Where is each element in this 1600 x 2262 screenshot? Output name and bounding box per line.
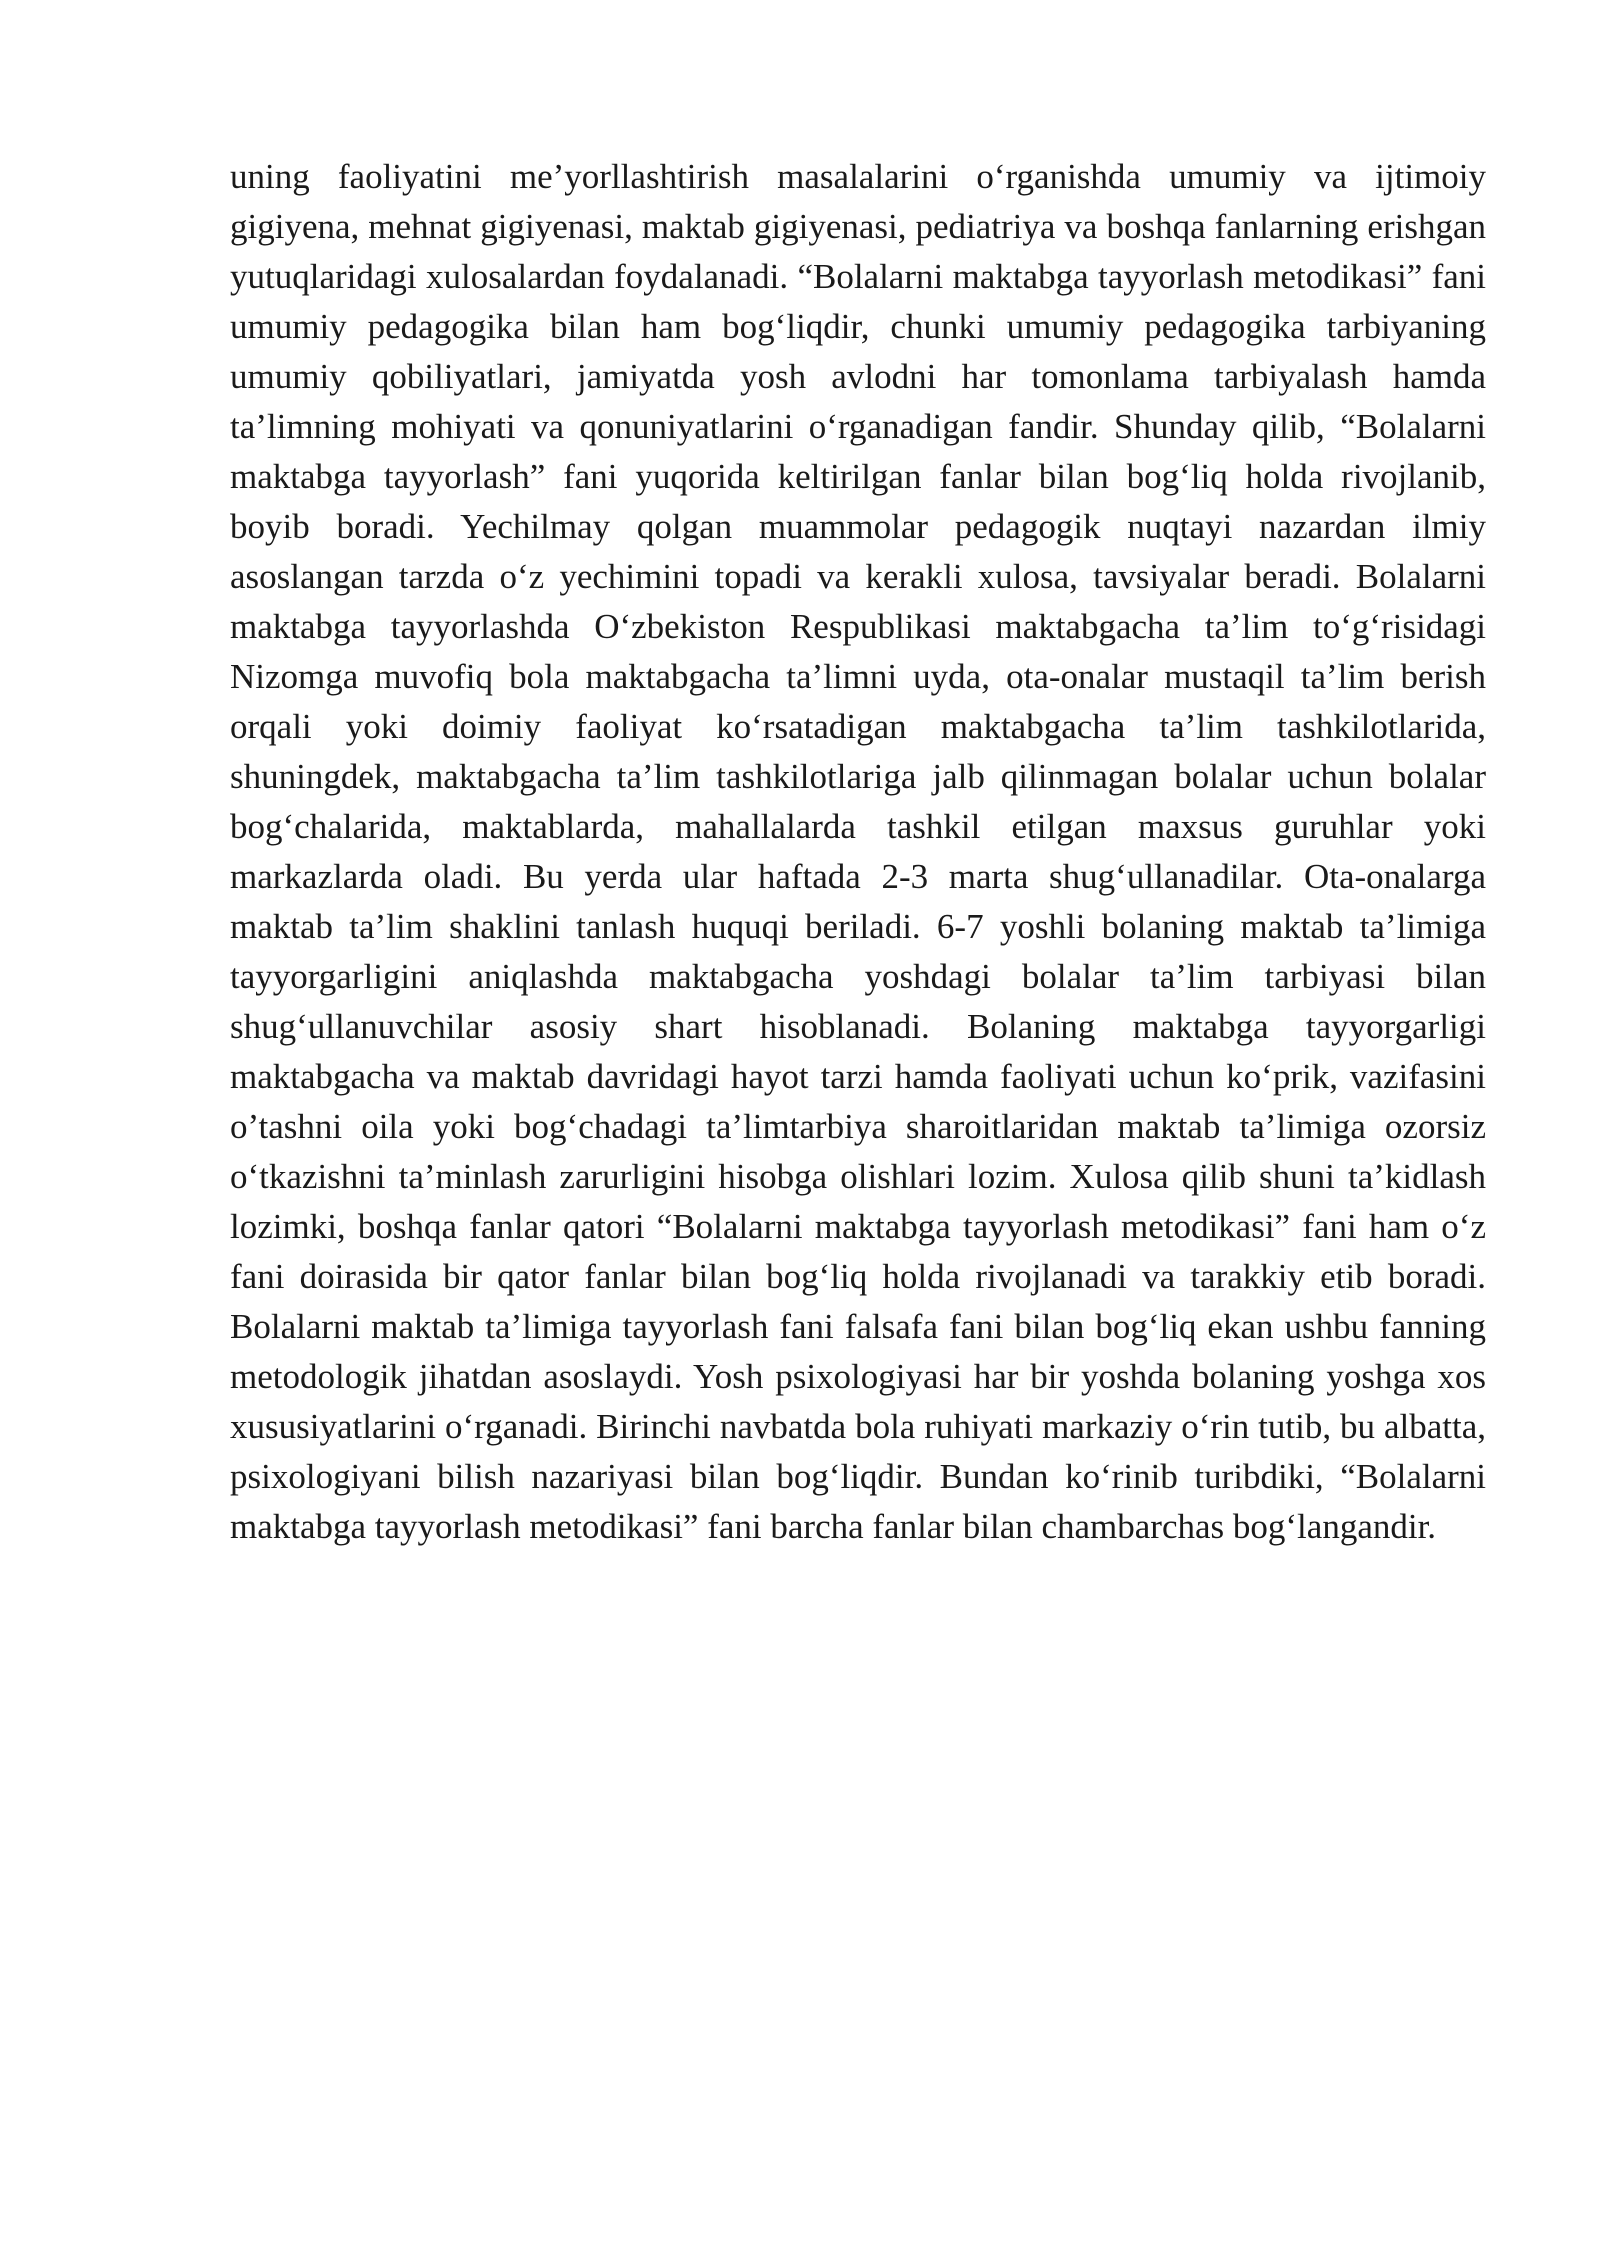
- body-paragraph: uning faoliyatini me’yorllashtirish masalalarini o‘rganishda umumiy va ijtimoiy gigiyena, mehnat gigiyenasi, maktab gigiyenasi, pediatriya va boshqa fanlarning erishgan yutuqlaridagi xulosalardan foydalanadi. “Bolalarni maktabga tayyorlash metodikasi” fani umumiy pedagogika bilan ham bog‘liqdir, chunki umumiy pedagogika tarbiyaning umumiy qobiliyatlari, jamiyatda yosh avlodni har tomonlama tarbiyalash hamda ta’limning mohiyati va qonuniyatlarini o‘rganadigan fandir. Shunday qilib, “Bolalarni maktabga tayyorlash” fani yuqorida keltirilgan fanlar bilan bog‘liq holda rivojlanib, boyib boradi. Yechilmay qolgan muammolar pedagogik nuqtayi nazardan ilmiy asoslangan tarzda o‘z yechimini topadi va kerakli xulosa, tavsiyalar beradi. Bolalarni maktabga tayyorlashda O‘zbekiston Respublikasi maktabgacha ta’lim to‘g‘risidagi Nizomga muvofiq bola maktabgacha ta’limni uyda, ota-onalar mustaqil ta’lim berish orqali yoki doimiy faoliyat ko‘rsatadigan maktabgacha ta’lim tashkilotlarida, shuningdek, maktabgacha ta’lim tashkilotlariga jalb qilinmagan bolalar uchun bolalar bog‘chalarida, maktablarda, mahallalarda tashkil etilgan maxsus guruhlar yoki markazlarda oladi. Bu yerda ular haftada 2-3 marta shug‘ullanadilar. Ota-onalarga maktab ta’lim shaklini tanlash huquqi beriladi. 6-7 yoshli bolaning maktab ta’limiga tayyorgarligini aniqlashda maktabgacha yoshdagi bolalar ta’lim tarbiyasi bilan shug‘ullanuvchilar asosiy shart hisoblanadi. Bolaning maktabga tayyorgarligi maktabgacha va maktab davridagi hayot tarzi hamda faoliyati uchun ko‘prik, vazifasini o’tashni oila yoki bog‘chadagi ta’limtarbiya sharoitlaridan maktab ta’limiga ozorsiz o‘tkazishni ta’minlash zarurligini hisobga olishlari lozim. Xulosa qilib shuni ta’kidlash lozimki, boshqa fanlar qatori “Bolalarni maktabga tayyorlash metodikasi” fani ham o‘z fani doirasida bir qator fanlar bilan bog‘liq holda rivojlanadi va tarakkiy etib boradi. Bolalarni maktab ta’limiga tayyorlash fani falsafa fani bilan bog‘liq ekan ushbu fanning metodologik jihatdan asoslaydi. Yosh psixologiyasi har bir yoshda bolaning yoshga xos xususiyatlarini o‘rganadi. Birinchi navbatda bola ruhiyati markaziy o‘rin tutib, bu albatta, psixologiyani bilish nazariyasi bilan bog‘liqdir. Bundan ko‘rinib turibdiki, “Bolalarni maktabga tayyorlash metodikasi” fani barcha fanlar bilan chambarchas bog‘langandir.: [230, 157, 1486, 1546]
